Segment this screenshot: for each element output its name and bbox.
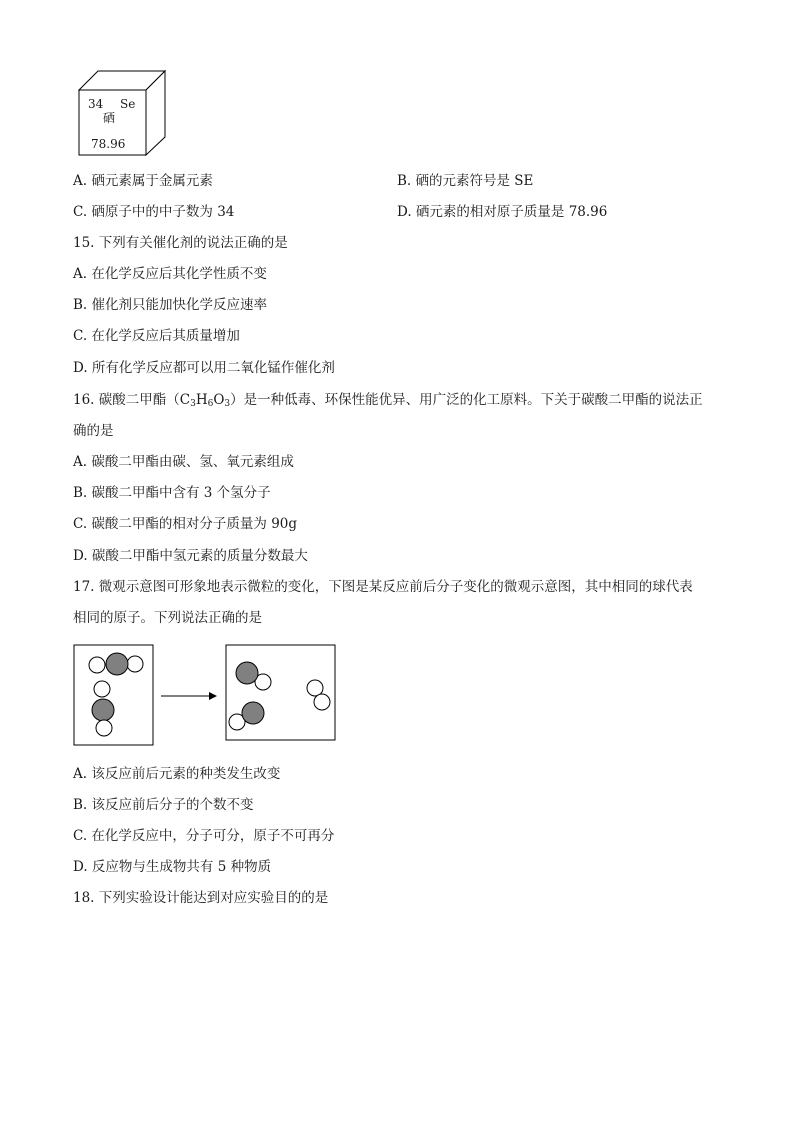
- light-atom: [314, 694, 330, 710]
- q14-option-c[interactable]: C. 硒原子中的中子数为 34: [73, 204, 235, 220]
- q16-option-a[interactable]: A. 碳酸二甲酯由碳、氢、氧元素组成: [73, 454, 294, 470]
- light-atom: [127, 656, 143, 672]
- q18-stem: 18. 下列实验设计能达到对应实验目的的是: [73, 890, 329, 906]
- q15-option-c[interactable]: C. 在化学反应后其质量增加: [73, 328, 240, 344]
- q16-option-d[interactable]: D. 碳酸二甲酯中氢元素的质量分数最大: [73, 548, 308, 564]
- q17-option-b[interactable]: B. 该反应前后分子的个数不变: [73, 797, 254, 813]
- atomic-number: 34: [88, 97, 104, 111]
- q17-stem: 17. 微观示意图可形象地表示微粒的变化，下图是某反应前后分子变化的微观示意图，其中相同的球代表: [73, 579, 693, 595]
- reaction-micro-diagram: [73, 644, 338, 746]
- q16-option-b[interactable]: B. 碳酸二甲酯中含有 3 个氢分子: [73, 485, 271, 501]
- q15-option-a[interactable]: A. 在化学反应后其化学性质不变: [73, 266, 267, 282]
- q14-option-a[interactable]: A. 硒元素属于金属元素: [73, 173, 213, 189]
- dark-atom: [92, 699, 114, 721]
- q17-option-a[interactable]: A. 该反应前后元素的种类发生改变: [73, 766, 281, 782]
- micro-diagram-svg: [73, 644, 338, 746]
- element-card-selenium: [78, 70, 166, 156]
- dark-atom: [242, 702, 264, 724]
- q16-stem-line2: 确的是: [73, 423, 114, 439]
- q16-option-c[interactable]: C. 碳酸二甲酯的相对分子质量为 90g: [73, 516, 298, 532]
- light-atom: [94, 681, 110, 697]
- dark-atom: [236, 662, 258, 684]
- atomic-mass: 78.96: [91, 137, 126, 151]
- element-symbol: Se: [120, 97, 136, 111]
- q15-stem: 15. 下列有关催化剂的说法正确的是: [73, 235, 288, 251]
- q14-option-d[interactable]: D. 硒元素的相对原子质量是 78.96: [397, 204, 608, 220]
- q17-option-c[interactable]: C. 在化学反应中，分子可分，原子不可再分: [73, 828, 335, 844]
- q15-option-d[interactable]: D. 所有化学反应都可以用二氧化锰作催化剂: [73, 360, 335, 376]
- q16-stem: 16. 碳酸二甲酯$(C_3H_6O_3)$是一种低毒、环保性能优异、用广泛的化工原料。下关于碳酸二甲酯的说法正: [73, 392, 703, 409]
- light-atom: [89, 657, 105, 673]
- dark-atom: [106, 653, 128, 675]
- element-name: 硒: [103, 111, 116, 125]
- arrow-head: [209, 692, 217, 700]
- q15-option-b[interactable]: B. 催化剂只能加快化学反应速率: [73, 297, 268, 313]
- q17-stem-line2: 相同的原子。下列说法正确的是: [73, 610, 262, 626]
- light-atom: [96, 720, 112, 736]
- light-atom: [307, 680, 323, 696]
- q14-option-b[interactable]: B. 硒的元素符号是 SE: [397, 173, 534, 189]
- q17-option-d[interactable]: D. 反应物与生成物共有 5 种物质: [73, 859, 272, 875]
